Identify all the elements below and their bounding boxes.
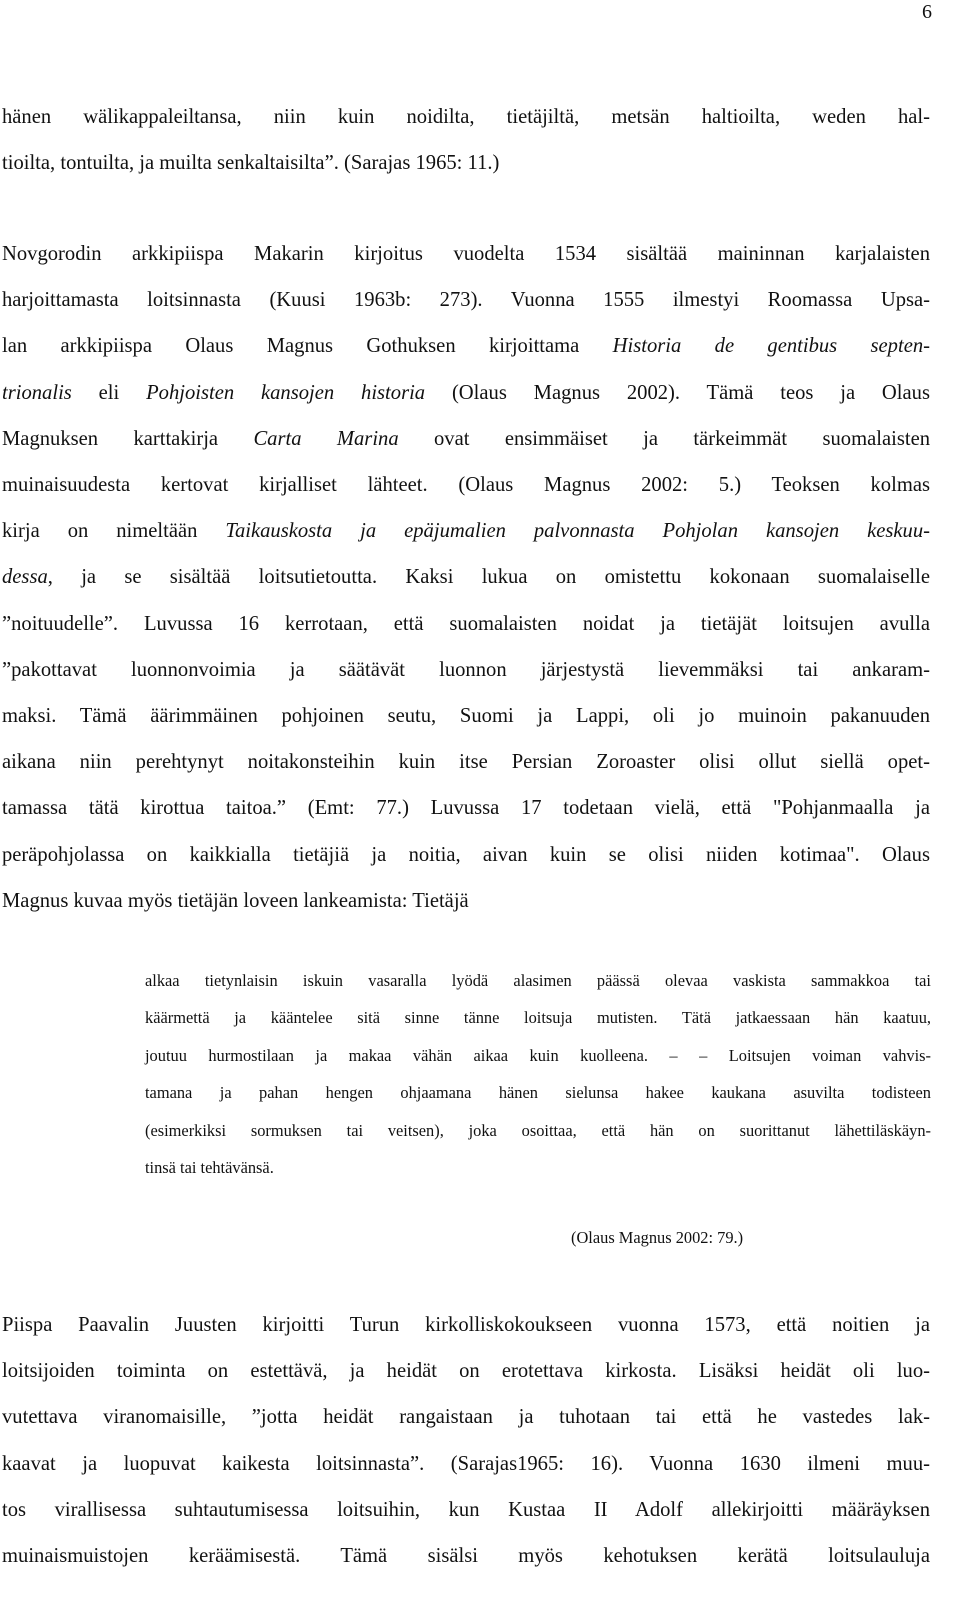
text-line — [2, 370, 930, 416]
text-line: Magnus kuvaa myös tietäjän loveen lankeamista: Tietäjä — [2, 889, 469, 912]
text-line: harjoittamasta loitsinnasta (Kuusi 1963b: 273). Vuonna 1555 ilmestyi Roomassa Upsa- — [2, 289, 930, 312]
text-run: eli — [71, 381, 147, 404]
text-line — [2, 554, 930, 600]
quote-line: alkaa tietynlaisin iskuin vasaralla lyödä alasimen päässä olevaa vaskista sammakkoa tai — [145, 971, 931, 990]
book-title-finnish: Pohjoisten kansojen historia — [146, 381, 426, 404]
text-line: ”pakottavat luonnonvoimia ja säätävät luonnon järjestystä lievemmäksi tai ankaram- — [2, 658, 930, 681]
text-line: muinaisuudesta kertovat kirjalliset lähteet. (Olaus Magnus 2002: 5.) Teoksen kolmas — [2, 474, 930, 497]
paragraph-2 — [2, 231, 930, 924]
book-section-title-cont: dessa — [2, 566, 48, 589]
omission-dashes: – – — [669, 1045, 708, 1065]
quote-line: käärmettä ja kääntelee sitä sinne tänne loitsuja mutisten. Tätä jatkaessaan hän kaatuu, — [145, 1008, 931, 1028]
paragraph-1 — [2, 94, 930, 186]
text-run: ovat ensimmäiset ja tärkeimmät suomalaisten — [398, 427, 931, 450]
text-line — [2, 323, 930, 369]
text-line — [2, 508, 930, 554]
book-title-latin-cont: trionalis — [2, 381, 72, 404]
text-line: muinaismuistojen keräämisestä. Tämä sisälsi myös kehotuksen kerätä loitsulauluja — [2, 1545, 930, 1568]
text-run: joutuu hurmostilaan ja makaa vähän aikaa kuin kuolleena. — [145, 1045, 670, 1065]
text-line: loitsijoiden toiminta on estettävä, ja heidät on erotettava kirkosta. Lisäksi heidät oli luo- — [2, 1360, 930, 1383]
text-line — [2, 416, 930, 462]
text-run: Loitsujen voiman vahvis- — [707, 1045, 931, 1065]
text-run: lan arkkipiispa Olaus Magnus Gothuksen kirjoittama — [2, 335, 613, 358]
text-line: tamassa tätä kirottua taitoa.” (Emt: 77.) Luvussa 17 todetaan vielä, että "Pohjanmaalla ja — [2, 797, 930, 820]
text-line: maksi. Tämä äärimmäinen pohjoinen seutu, Suomi ja Lappi, oli jo muinoin pakanuuden — [2, 705, 930, 728]
text-run: , ja se sisältää loitsutietoutta. Kaksi lukua on omistettu kokonaan suomalaiselle — [47, 566, 930, 589]
quote-line: tinsä tai tehtävänsä. — [145, 1158, 274, 1178]
text-run: kirja on nimeltään — [2, 520, 226, 543]
quote-line: tamana ja pahan hengen ohjaamana hänen sielunsa hakee kaukana asuvilta todisteen — [145, 1083, 931, 1103]
paragraph-3 — [2, 1302, 930, 1579]
quote-citation: (Olaus Magnus 2002: 79.) — [571, 1228, 744, 1247]
text-line: aikana niin perehtynyt noitakonsteihin kuin itse Persian Zoroaster olisi ollut siellä opet- — [2, 751, 930, 774]
book-section-title: Taikauskosta ja epäjumalien palvonnasta Pohjolan kansojen keskuu- — [225, 520, 930, 543]
text-line: vutettava viranomaisille, ”jotta heidät rangaistaan ja tuhotaan tai että he vastedes lak- — [2, 1406, 930, 1429]
text-line: ”noituudelle”. Luvussa 16 kerrotaan, että suomalaisten noidat ja tietäjät loitsujen avulla — [2, 612, 930, 635]
block-quote — [145, 962, 931, 1186]
map-title: Carta Marina — [253, 427, 399, 450]
text-line: tos virallisessa suhtautumisessa loitsuihin, kun Kustaa II Adolf allekirjoitti määräyksen — [2, 1498, 930, 1521]
quote-line — [145, 1037, 931, 1074]
book-title-latin: Historia de gentibus septen- — [612, 335, 930, 358]
text-line: hänen wälikappaleiltansa, niin kuin noidilta, tietäjiltä, metsän haltioilta, weden hal- — [2, 106, 930, 128]
text-run: Magnuksen karttakirja — [2, 427, 254, 450]
page-number: 6 — [922, 1, 932, 23]
text-line: kaavat ja luopuvat kaikesta loitsinnasta”. (Sarajas1965: 16). Vuonna 1630 ilmeni muu- — [2, 1452, 930, 1475]
text-line: peräpohjolassa on kaikkialla tietäjiä ja noitia, aivan kuin se olisi niiden kotimaa". Olaus — [2, 843, 930, 866]
quote-line: (esimerkiksi sormuksen tai veitsen), joka osoittaa, että hän on suorittanut lähettiläskäyn- — [145, 1120, 931, 1140]
text-run: (Olaus Magnus 2002). Tämä teos ja Olaus — [425, 381, 930, 404]
text-line: Piispa Paavalin Juusten kirjoitti Turun kirkolliskokoukseen vuonna 1573, että noitien ja — [2, 1314, 930, 1336]
text-line: tioilta, tontuilta, ja muilta senkaltaisilta”. (Sarajas 1965: 11.) — [2, 152, 500, 175]
text-line: Novgorodin arkkipiispa Makarin kirjoitus vuodelta 1534 sisältää maininnan karjalaisten — [2, 243, 930, 265]
